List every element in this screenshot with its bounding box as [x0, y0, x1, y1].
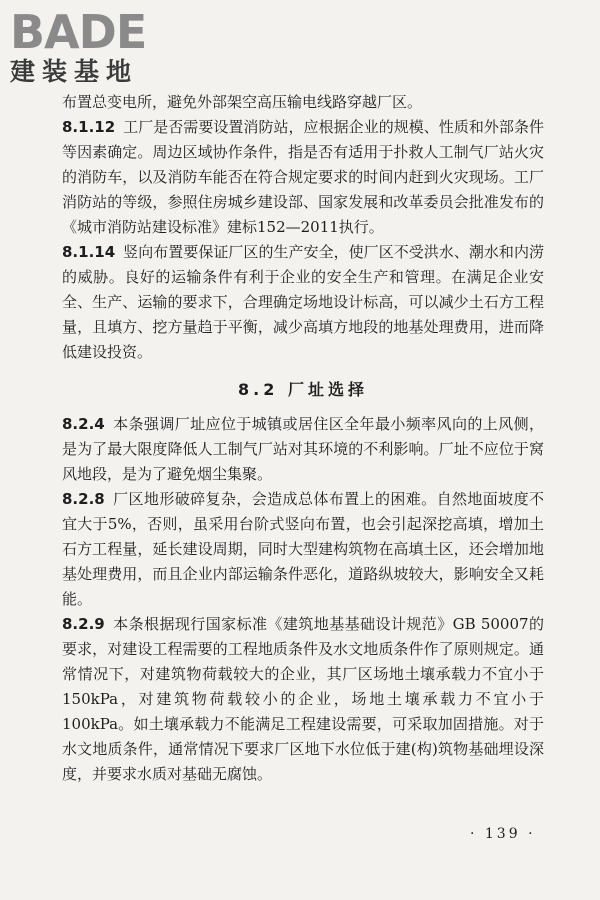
- clause-text: 本条根据现行国家标准《建筑地基基础设计规范》GB 50007的要求，对建设工程需要的工程地质条件及水文地质条件作了原则规定。通常情况下，对建筑物荷载较大的企业，其厂区场地土壤承载力不宜小于150kPa，对建筑物荷载较小的企业，场地土壤承载力不宜小于100kPa。如土壤承载力不能满足工程建设需要，可采取加固措施。对于水文地质条件，通常情况下要求厂区地下水位低于建(构)筑物基础埋设深度，并要求水质对基础无腐蚀。: [62, 615, 544, 783]
- clause-8-2-8: [62, 487, 544, 612]
- clause-text: 工厂是否需要设置消防站，应根据企业的规模、性质和外部条件等因素确定。周边区域协作条件，指是否有适用于扑救人工制气厂站火灾的消防车，以及消防车能否在符合规定要求的时间内赶到火灾现场。工厂消防站的等级，参照住房城乡建设部、国家发展和改革委员会批准发布的《城市消防站建设标准》建标152—2011执行。: [62, 118, 544, 236]
- clause-text: 厂区地形破碎复杂，会造成总体布置上的困难。自然地面坡度不宜大于5%，否则，虽采用台阶式竖向布置，也会引起深挖高填，增加土石方工程量，延长建设周期，同时大型建构筑物在高填土区，还会增加地基处理费用，而且企业内部运输条件恶化，道路纵坡较大，影响安全又耗能。: [62, 490, 544, 608]
- clause-text: 竖向布置要保证厂区的生产安全，使厂区不受洪水、潮水和内涝的威胁。良好的运输条件有利于企业的安全生产和管理。在满足企业安全、生产、运输的要求下，合理确定场地设计标高，可以减少土石方工程量，且填方、挖方量趋于平衡，减少高填方地段的地基处理费用，进而降低建设投资。: [62, 243, 544, 361]
- logo: [8, 6, 188, 86]
- section-title: 8.2 厂址选择: [238, 380, 368, 399]
- clause-number: 8.2.4: [62, 415, 105, 433]
- clause-8-2-4: [62, 412, 544, 487]
- clause-8-1-12: [62, 115, 544, 240]
- clause-8-1-14: [62, 240, 544, 365]
- clause-number: 8.2.8: [62, 490, 105, 508]
- clause-number: 8.1.14: [62, 243, 116, 261]
- page-body: [62, 90, 544, 787]
- logo-subtitle: 建装基地: [10, 57, 139, 86]
- logo-wordmark: BADE: [10, 5, 147, 59]
- page-number: · 139 ·: [470, 826, 536, 842]
- clause-number: 8.1.12: [62, 118, 116, 136]
- clause-text: 本条强调厂址应位于城镇或居住区全年最小频率风向的上风侧，是为了最大限度降低人工制气厂站对其环境的不利影响。厂址不应位于窝风地段，是为了避免烟尘集聚。: [62, 415, 544, 483]
- clause-8-2-9: [62, 612, 544, 787]
- intro-text: 布置总变电所，避免外部架空高压输电线路穿越厂区。: [62, 93, 423, 111]
- clause-number: 8.2.9: [62, 615, 105, 633]
